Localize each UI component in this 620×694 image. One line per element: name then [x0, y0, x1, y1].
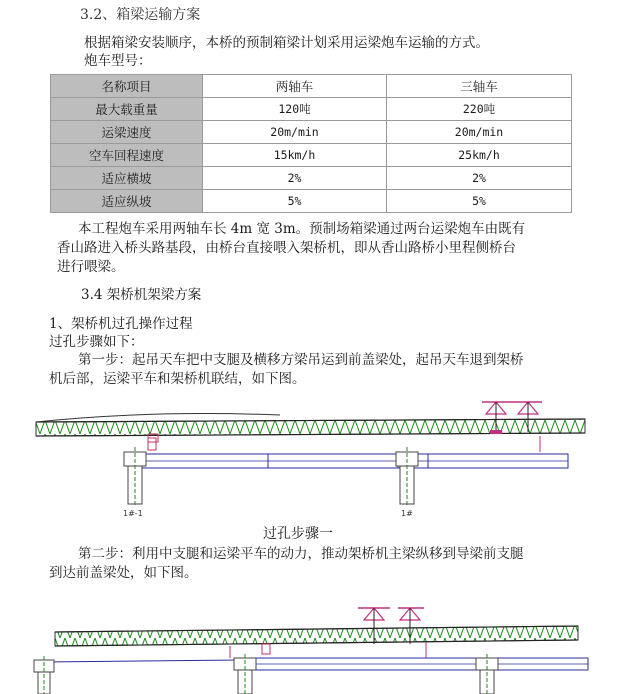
launching-girder-truss: [55, 626, 578, 646]
table-row-label: 适应纵坡: [51, 190, 203, 213]
table-header-cell: 三轴车: [387, 75, 572, 98]
table-row-label: 最大载重量: [51, 98, 203, 121]
table-cell: 20m/min: [203, 121, 387, 144]
table-cell: 15km/h: [203, 144, 387, 167]
table-cell: 2%: [203, 167, 387, 190]
box-girder-deck: [44, 658, 588, 670]
pier-right: [396, 447, 418, 507]
step-2-line-1: 第二步：利用中支腿和运梁平车的动力，推动架桥机主梁纵移到导梁前支腿: [78, 546, 524, 562]
transport-para-line-1: 本工程炮车采用两轴车长 4m 宽 3m。预制场箱梁通过两台运梁炮车由既有: [78, 221, 526, 237]
table-cell: 120吨: [203, 98, 387, 121]
table-row-label: 空车回程速度: [51, 144, 203, 167]
table-row: [51, 144, 572, 167]
section-heading-3-4: 3.4 架桥机架梁方案: [81, 287, 202, 303]
transport-method-text: 根据箱梁安装顺序，本桥的预制箱梁计划采用运梁炮车运输的方式。: [84, 35, 489, 51]
transport-para-line-2: 香山路进入桥头路基段，由桥台直接喂入架桥机，即从香山路桥小里程侧桥台: [57, 240, 516, 256]
launch-step-1-diagram: [30, 392, 590, 522]
table-cell: 25km/h: [387, 144, 572, 167]
step-1-line-2: 机后部，运梁平车和架桥机联结，如下图。: [49, 371, 306, 387]
table-cell: 5%: [387, 190, 572, 213]
table-cell: 20m/min: [387, 121, 572, 144]
pier-label-right: 1#: [401, 509, 413, 518]
sub-heading-launch-process: 1、架桥机过孔操作过程: [49, 316, 193, 332]
table-header-cell: 名称项目: [51, 75, 203, 98]
vehicle-model-label: 炮车型号：: [84, 53, 152, 69]
table-header-row: [51, 75, 572, 98]
step-2-line-2: 到达前盖梁处，如下图。: [49, 565, 198, 581]
steps-intro: 过孔步骤如下：: [49, 334, 144, 350]
step-1-line-1: 第一步：起吊天车把中支腿及横移方梁吊运到前盖梁处，起吊天车退到架桥: [78, 352, 524, 368]
pier-right: [476, 654, 498, 694]
vehicle-spec-table: [50, 74, 572, 213]
table-header-cell: 两轴车: [203, 75, 387, 98]
table-row: [51, 98, 572, 121]
figure-caption-step-1: 过孔步骤一: [263, 526, 333, 542]
launching-girder-truss: [36, 419, 585, 436]
pier-left: [34, 656, 54, 694]
launch-step-2-diagram: [30, 596, 590, 694]
transport-para-line-3: 进行喂梁。: [57, 259, 125, 275]
table-cell: 5%: [203, 190, 387, 213]
table-row: [51, 190, 572, 213]
table-row: [51, 167, 572, 190]
section-heading-3-2: 3.2、箱梁运输方案: [80, 7, 201, 23]
table-row: [51, 121, 572, 144]
pier-left: [124, 438, 156, 507]
table-cell: 2%: [387, 167, 572, 190]
box-girder-deck: [138, 454, 568, 468]
table-row-label: 运梁速度: [51, 121, 203, 144]
table-row-label: 适应横坡: [51, 167, 203, 190]
pier-label-left: 1#-1: [123, 509, 143, 518]
table-cell: 220吨: [387, 98, 572, 121]
